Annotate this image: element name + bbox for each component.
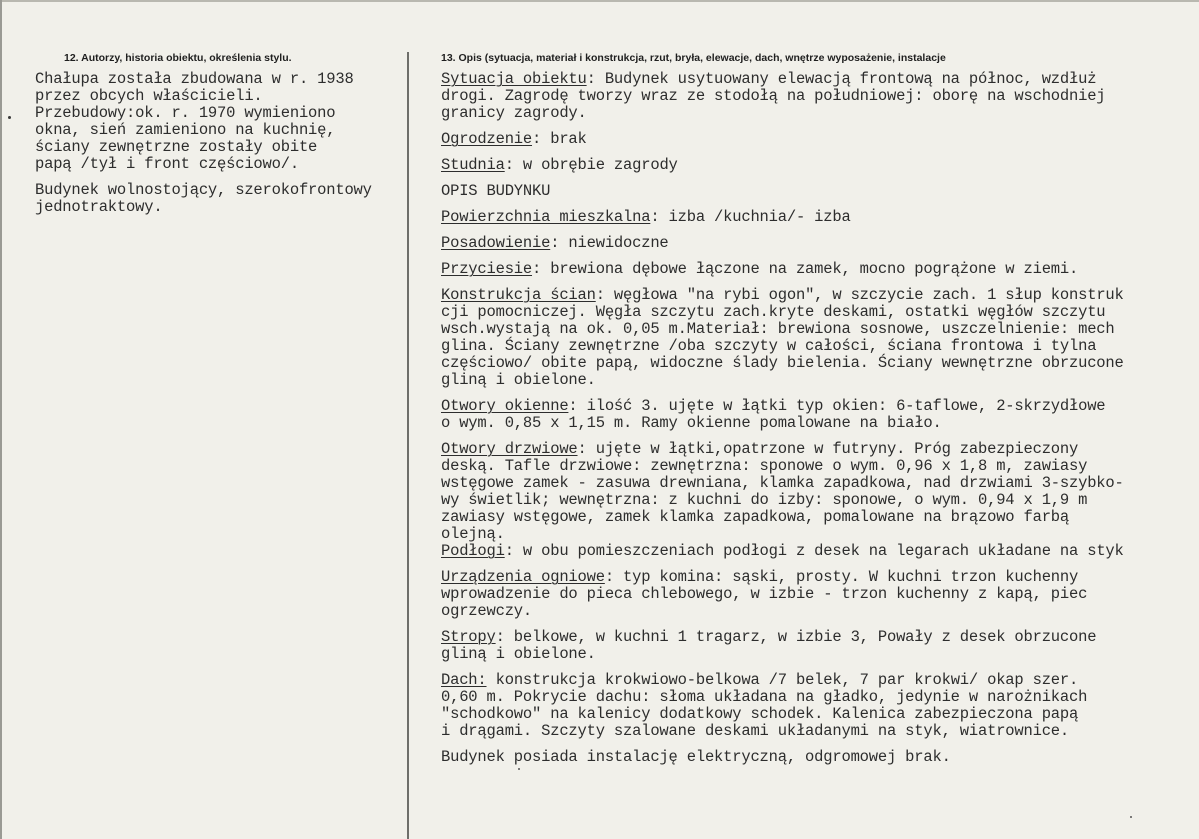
well-text: : w obrębie zagrody	[504, 156, 678, 174]
sill-entry	[441, 261, 1199, 278]
right-column-text	[441, 71, 1199, 766]
installations-entry: Budynek posiada instalację elektryczną, odgromowej brak.	[441, 748, 951, 766]
ceilings-text: : belkowe, w kuchni 1 tragarz, w izbie 3, Powały z desek obrzucone gliną i obielone.	[441, 628, 1097, 663]
situation-entry	[441, 71, 1199, 122]
floors-text: : w obu pomieszczeniach podłogi z desek na legarach układane na styk	[504, 542, 1124, 560]
foundation-text: : niewidoczne	[550, 234, 669, 252]
foundation-label: Posadowienie	[441, 234, 551, 252]
floors-label: Podłogi	[441, 542, 505, 560]
ceilings-entry	[441, 629, 1199, 663]
margin-dot	[8, 116, 11, 119]
doors-entry	[441, 441, 1199, 543]
wall-construction-text: : węgłowa "na rybi ogon", w szczycie zach. 1 słup konstruk cji pomocniczej. Węgła szczytu zach.kryte deskami, ostatki węgłów szczytu wsch.wystają na ok. 0,05 m.Materiał: brewiona sosnowe, uszczelnienie: mech glina. Ściany zewnętrzne /oba szczyty w całości, ściana frontowa i tylna częściowo/ obite papą, widoczne ślady bielenia. Ściany wewnętrzne obrzucone gliną i obielone.	[441, 286, 1124, 389]
section-13-heading: 13. Opis (sytuacja, materiał i konstrukcja, rzut, bryła, elewacje, dach, wnętrze wyposażenie, instalacje	[441, 52, 946, 64]
fence-entry	[441, 131, 1199, 148]
windows-label: Otwory okienne	[441, 397, 569, 415]
building-description-title: OPIS BUDYNKU	[441, 182, 551, 200]
sill-label: Przyciesie	[441, 260, 533, 278]
heating-text: : typ komina: sąski, prosty. W kuchni trzon kuchenny wprowadzenie do pieca chlebowego, w izbie - trzon kuchenny z kapą, piec ogrzewczy.	[441, 568, 1088, 620]
fence-text: : brak	[532, 130, 587, 148]
roof-entry	[441, 672, 1199, 740]
building-type-paragraph: Budynek wolnostojący, szerokofrontowy jednotraktowy.	[35, 181, 372, 216]
paper-speck	[518, 768, 520, 770]
fence-label: Ogrodzenie	[441, 130, 533, 148]
left-column-text	[35, 71, 415, 216]
living-area-entry	[441, 209, 1199, 226]
foundation-entry	[441, 235, 1199, 252]
sill-text: : brewiona dębowe łączone na zamek, mocno pogrążone w ziemi.	[532, 260, 1079, 278]
situation-label: Sytuacja obiektu	[441, 70, 587, 88]
wall-construction-entry	[441, 287, 1199, 389]
windows-entry	[441, 398, 1199, 432]
section-12-heading: 12. Autorzy, historia obiektu, określenia stylu.	[64, 52, 292, 64]
heating-entry	[441, 569, 1199, 620]
well-label: Studnia	[441, 156, 505, 174]
history-paragraph: Chałupa została zbudowana w r. 1938 przez obcych właścicieli.	[35, 70, 354, 105]
doors-text: : ujęte w łątki,opatrzone w futryny. Próg zabezpieczony deską. Tafle drzwiowe: zewnętrzna: sponowe o wym. 0,96 x 1,8 m, zawiasy wstęgowe zamek - zasuwa drewniana, klamka zapadkowa, nad drzwiami 3-szybko- wy świetlik; wewnętrzna: z kuchni do izby: sponowe, o wym. 0,94 x 1,9 m zawiasy wstęgowe, zamek klamka zapadkowa, pomalowane na brązowo farbą olejną.	[441, 440, 1124, 543]
windows-text: : ilość 3. ujęte w łątki typ okien: 6-taflowe, 2-skrzydłowe o wym. 0,85 x 1,15 m. Ramy okienne pomalowane na biało.	[441, 397, 1106, 432]
page-top-edge	[2, 0, 1199, 2]
living-area-label: Powierzchnia mieszkalna	[441, 208, 651, 226]
living-area-text: : izba /kuchnia/- izba	[650, 208, 851, 226]
floors-entry	[441, 543, 1199, 560]
alterations-paragraph: Przebudowy:ok. r. 1970 wymieniono okna, sień zamieniono na kuchnię, ściany zewnętrzne zostały obite papą /tył i front częściowo/.	[35, 104, 336, 173]
situation-text: : Budynek usytuowany elewacją frontową na północ, wzdłuż drogi. Zagrodę tworzy wraz ze stodołą na południowej: oborę na wschodniej granicy zagrody.	[441, 70, 1106, 122]
roof-label: Dach:	[441, 671, 487, 689]
ceilings-label: Stropy	[441, 628, 496, 646]
paper-speck	[1130, 816, 1132, 818]
roof-text: konstrukcja krokwiowo-belkowa /7 belek, 7 par krokwi/ okap szer. 0,60 m. Pokrycie dachu: słoma układana na gładko, jedynie w narożnikach "schodkowo" na kalenicy dodatkowy schodek. Kalenica zabezpieczona papą i drągami. Szczyty szalowane deskami układanymi na styk, wiatrownice.	[441, 671, 1088, 740]
wall-construction-label: Konstrukcja ścian	[441, 286, 596, 304]
doors-label: Otwory drzwiowe	[441, 440, 578, 458]
heating-label: Urządzenia ogniowe	[441, 568, 605, 586]
well-entry	[441, 157, 1199, 174]
